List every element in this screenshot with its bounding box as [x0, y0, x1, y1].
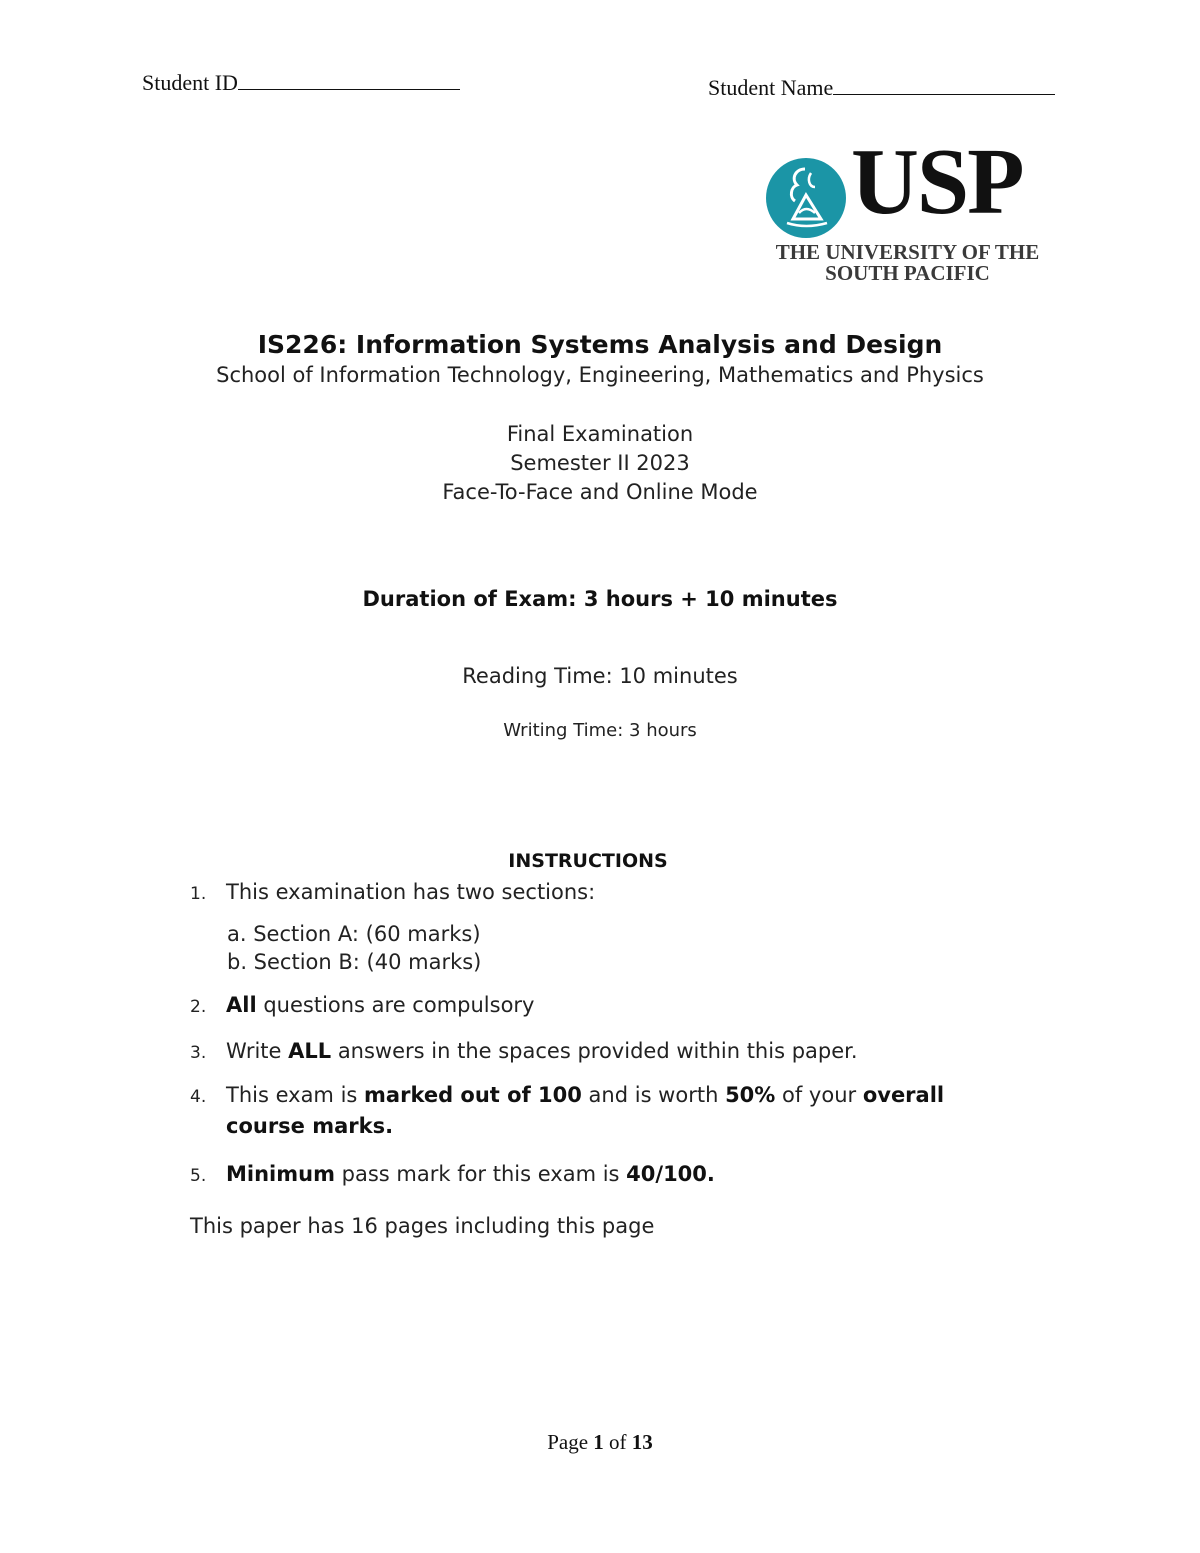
reading-time: Reading Time: 10 minutes — [462, 664, 738, 688]
item-text: Write — [226, 1039, 289, 1063]
item-bold: All — [226, 993, 257, 1017]
pages-note: This paper has 16 pages including this page — [190, 1214, 655, 1238]
instruction-item-3 — [190, 1039, 858, 1063]
instruction-subitem-a: a. Section A: (60 marks) — [227, 922, 481, 946]
item-bold: Minimum — [226, 1162, 335, 1186]
item-number: 5. — [190, 1166, 207, 1186]
item-text: answers in the spaces provided within this paper. — [331, 1039, 858, 1063]
school-name: School of Information Technology, Engineering, Mathematics and Physics — [216, 363, 984, 387]
instructions-heading: INSTRUCTIONS — [508, 850, 668, 872]
item-text: This exam is — [226, 1083, 365, 1107]
item-number: 1. — [190, 884, 207, 904]
item-bold: 40/100. — [626, 1162, 715, 1186]
student-name-line[interactable] — [833, 76, 1055, 95]
instruction-subitem-b: b. Section B: (40 marks) — [227, 950, 482, 974]
item-bold: overall — [862, 1083, 945, 1107]
item-number: 2. — [190, 997, 207, 1017]
writing-time: Writing Time: 3 hours — [503, 720, 697, 741]
item-text: and is worth — [581, 1083, 726, 1107]
student-id-label: Student ID — [142, 70, 238, 95]
logo-wordmark: USP — [851, 130, 1023, 234]
instruction-item-4-continued — [226, 1114, 393, 1138]
item-bold: 50% — [725, 1083, 776, 1107]
instruction-item-5 — [190, 1162, 715, 1186]
instruction-item-2 — [190, 993, 535, 1017]
exam-duration: Duration of Exam: 3 hours + 10 minutes — [362, 587, 838, 611]
instruction-item-4 — [190, 1083, 944, 1107]
student-id-field[interactable] — [142, 70, 460, 96]
item-text: questions are compulsory — [256, 993, 535, 1017]
page-footer — [0, 1430, 1200, 1455]
student-name-label: Student Name — [708, 75, 834, 100]
page-of-word: of — [603, 1430, 632, 1454]
item-text: of your — [775, 1083, 863, 1107]
exam-semester: Semester II 2023 — [510, 451, 690, 475]
instruction-item-1 — [190, 880, 595, 904]
usp-logo — [765, 130, 1050, 285]
item-bold: marked out of 100 — [364, 1083, 582, 1107]
student-id-line[interactable] — [238, 71, 460, 90]
exam-type: Final Examination — [506, 422, 694, 446]
item-bold: course marks. — [226, 1114, 394, 1138]
logo-line-1: THE UNIVERSITY OF THE — [775, 240, 1040, 264]
course-title: IS226: Information Systems Analysis and Design — [257, 330, 943, 359]
page-total: 13 — [631, 1430, 653, 1454]
exam-mode: Face-To-Face and Online Mode — [442, 480, 758, 504]
item-number: 3. — [190, 1043, 207, 1063]
student-name-field[interactable] — [708, 75, 1055, 101]
item-bold: ALL — [288, 1039, 332, 1063]
item-text: This examination has two sections: — [226, 880, 596, 904]
page-current: 1 — [593, 1430, 604, 1454]
item-number: 4. — [190, 1087, 207, 1107]
usp-emblem-icon — [765, 157, 847, 239]
logo-line-2: SOUTH PACIFIC — [825, 261, 990, 285]
page-word: Page — [547, 1430, 594, 1454]
item-text: pass mark for this exam is — [334, 1162, 627, 1186]
